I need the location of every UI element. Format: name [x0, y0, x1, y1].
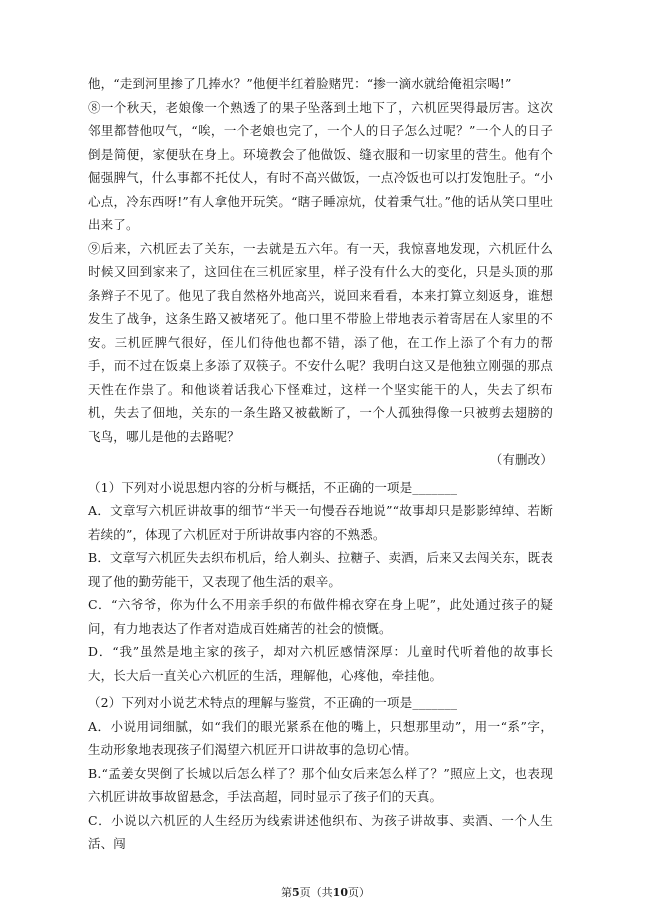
question-1-option-a: A．文章写六机匠讲故事的细节“半天一句慢吞吞地说”“故事却只是影影绰绰、若断若续的”，体现了六机匠对于所讲故事内容的不熟悉。 — [88, 503, 553, 542]
question-2-stem: （2）下列对小说艺术特点的理解与鉴赏，不正确的一项是_______ — [88, 695, 458, 710]
page-footer — [0, 884, 651, 900]
footer-middle: 页（共 — [299, 886, 333, 899]
paragraph-8: ⑧一个秋天，老娘像一个熟透了的果子坠落到土地下了，六机匠哭得最厉害。这次邻里都替他叹气，“唉，一个老娘也完了，一个人的日子怎么过呢？”一个人的日子倒是简便，家便驮在身上。环境教会了他做饭、缝衣服和一切家里的营生。他有个倔强脾气，什么事都不托仗人，有时不高兴做饭，一点冷饭也可以打发饱肚子。“小心点，冷东西呀!”有人拿他开玩笑。“瞎子睡凉炕，仗着秉气壮。”他的话从笑口里吐出来了。 — [88, 99, 553, 232]
footer-suffix: 页） — [347, 886, 370, 899]
question-2-option-a: A．小说用词细腻，如“我们的眼光紧系在他的嘴上，只想那里动”，用一“系”字，生动形象地表现孩子们渴望六机匠开口讲故事的急切心情。 — [88, 718, 553, 757]
question-2-option-c: C．小说以六机匠的人生经历为线索讲述他织布、为孩子讲故事、卖酒、一个人生活、闯 — [88, 812, 553, 851]
source-note: （有删改） — [489, 452, 553, 467]
question-1-option-c: C．“六爷爷，你为什么不用亲手织的布做件棉衣穿在身上呢”，此处通过孩子的疑问，有力地表达了作者对造成百姓痛苦的社会的愤慨。 — [88, 597, 553, 636]
question-1-stem: （1）下列对小说思想内容的分析与概括，不正确的一项是_______ — [88, 479, 458, 495]
question-1-option-b: B．文章写六机匠失去织布机后，给人剃头、拉糖子、卖酒，后来又去闯关东，既表现了他的勤劳能干，又表现了他生活的艰辛。 — [88, 550, 553, 589]
question-1-option-d: D．“我”虽然是地主家的孩子，却对六机匠感情深厚：儿童时代听着他的故事长大，长大后一直关心六机匠的生活，理解他，心疼他，牵挂他。 — [88, 644, 553, 683]
footer-page-number: 5 — [292, 886, 300, 899]
paragraph-9: ⑨后来，六机匠去了关东，一去就是五六年。有一天，我惊喜地发现，六机匠什么时候又回到家来了，这回住在三机匠家里，样子没有什么大的变化，只是头顶的那条辫子不见了。他见了我自然格外地高兴，说回来看看，本来打算立刻返身，谁想发生了战争，这条生路又被堵死了。他口里不带脸上带地表示着寄居在人家里的不安。三机匠脾气很好，侄儿们待他也都不错，添了他，在工作上添了个有力的帮手，而不过在饭桌上多添了双筷子。不安什么呢？我明白这又是他独立刚强的那点天性在作祟了。和他谈着话我心下怪难过，这样一个坚实能干的人，失去了织布机，失去了佃地，关东的一条生路又被截断了，一个人孤独得像一只被剪去翅膀的飞鸟，哪儿是他的去路呢？ — [88, 240, 553, 444]
question-2-option-b: B.“孟姜女哭倒了长城以后怎么样了？那个仙女后来怎么样了？”照应上文，也表现六机匠讲故事故留悬念，手法高超，同时显示了孩子们的天真。 — [88, 765, 553, 804]
footer-total-pages: 10 — [332, 886, 348, 899]
footer-prefix: 第 — [281, 886, 293, 899]
page-content — [88, 72, 553, 856]
paragraph-continuation: 他，“走到河里掺了几捧水？”他便半红着脸赌咒：“掺一滴水就给俺祖宗喝!” — [88, 76, 512, 91]
